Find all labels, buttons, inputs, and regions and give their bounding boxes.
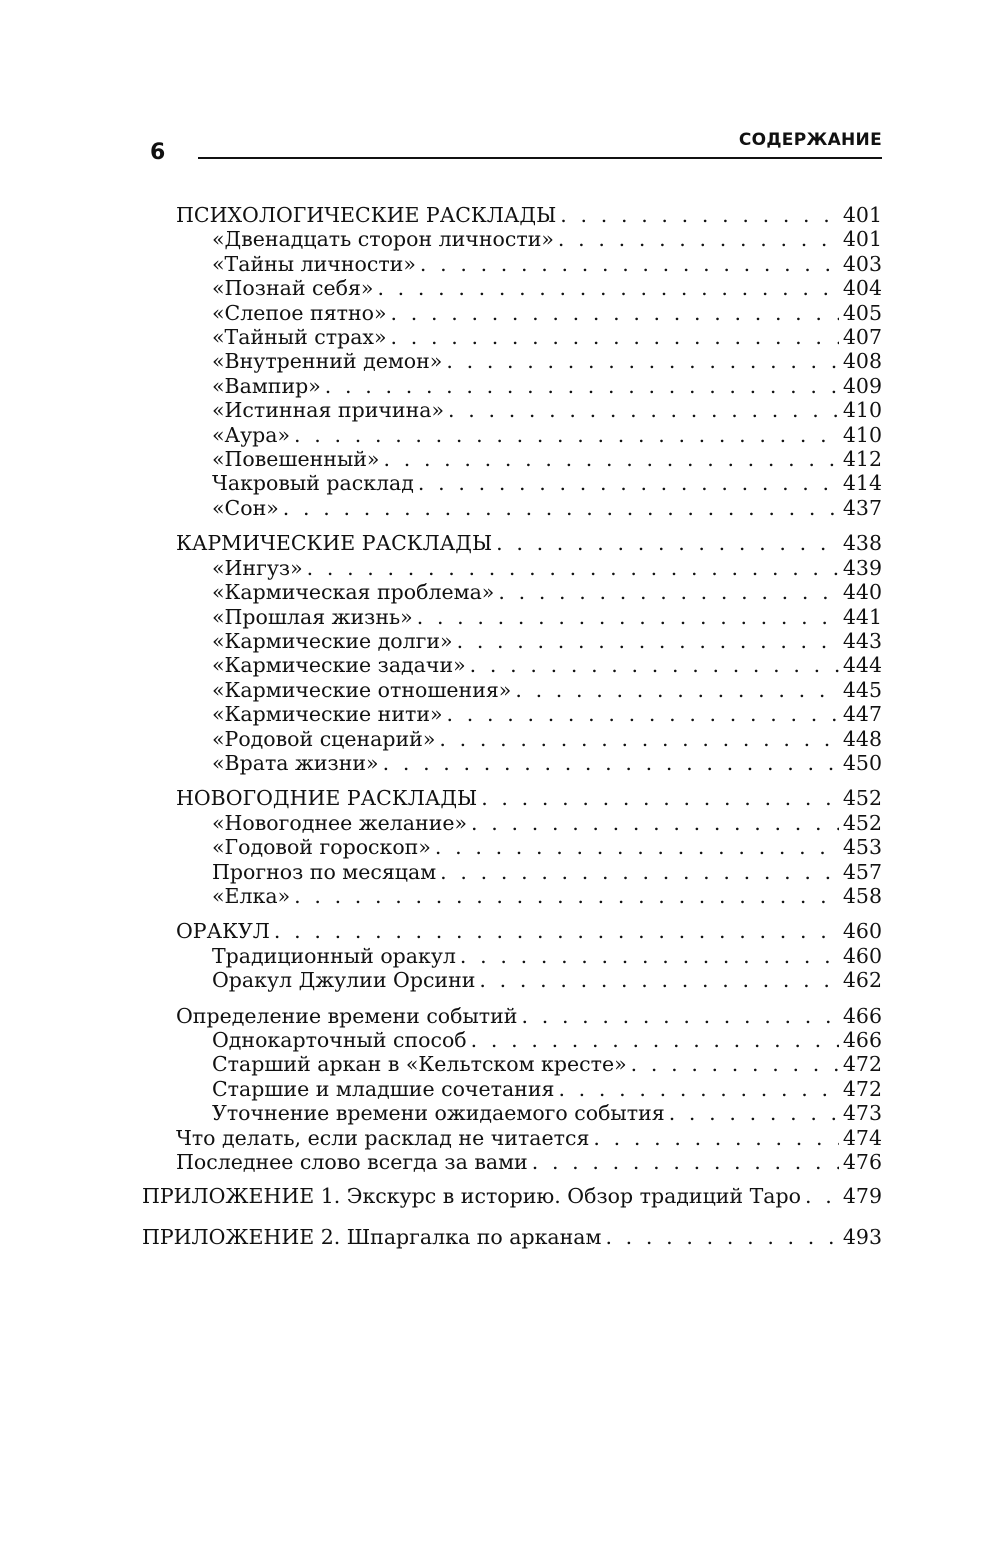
toc-section-title [176, 786, 882, 810]
dot-leader [274, 919, 839, 943]
dot-leader [631, 1052, 839, 1076]
dot-leader [446, 349, 839, 373]
toc-label: «Кармическая проблема» [212, 580, 495, 605]
toc-entry [212, 496, 882, 520]
toc-entry [212, 398, 882, 422]
dot-leader [435, 835, 839, 859]
toc-page: 410 [842, 422, 882, 447]
toc-page: 444 [842, 653, 882, 678]
toc-label: Последнее слово всегда за вами [176, 1150, 528, 1175]
toc-label: «Кармические задачи» [212, 653, 466, 678]
toc-label: «Слепое пятно» [212, 300, 387, 325]
dot-leader [532, 1150, 839, 1174]
dot-leader [447, 702, 839, 726]
toc-page: 472 [842, 1052, 882, 1077]
dot-leader [448, 398, 839, 422]
toc-label: ОРАКУЛ [176, 919, 270, 944]
toc-entry [212, 447, 882, 471]
toc-page: 473 [842, 1101, 882, 1126]
toc-page: 412 [842, 447, 882, 472]
dot-leader [669, 1101, 839, 1125]
page-header [0, 0, 1000, 200]
toc-label: ПРИЛОЖЕНИЕ 2. Шпаргалка по арканам [142, 1224, 602, 1249]
toc-entry [212, 968, 882, 992]
toc-entry [212, 653, 882, 677]
toc-appendix-1 [142, 1184, 882, 1208]
toc-entry [212, 580, 882, 604]
running-title: СОДЕРЖАНИЕ [738, 130, 882, 150]
header-rule [198, 157, 882, 159]
toc-page: 445 [842, 677, 882, 702]
toc-page: 401 [842, 227, 882, 252]
toc-section-title [176, 531, 882, 555]
dot-leader [605, 1225, 838, 1249]
toc-label: «Годовой гороскоп» [212, 835, 431, 860]
toc-page: 407 [842, 325, 882, 350]
toc-section-title [176, 203, 882, 227]
toc-label: «Аура» [212, 422, 291, 447]
toc-label: «Врата жизни» [212, 750, 379, 775]
dot-leader [383, 751, 839, 775]
toc-entry [212, 252, 882, 276]
dot-leader [593, 1126, 838, 1150]
toc-label: КАРМИЧЕСКИЕ РАСКЛАДЫ [176, 531, 493, 556]
toc-label: Старшие и младшие сочетания [212, 1076, 555, 1101]
toc-page: 493 [842, 1224, 882, 1249]
toc-page: 408 [842, 349, 882, 374]
dot-leader [294, 423, 839, 447]
toc-label: «Кармические отношения» [212, 677, 512, 702]
toc-label: «Тайный страх» [212, 325, 387, 350]
toc-page: 414 [842, 471, 882, 496]
toc-entry [212, 727, 882, 751]
dot-leader [521, 1004, 838, 1028]
dot-leader [471, 811, 839, 835]
toc-label: НОВОГОДНИЕ РАСКЛАДЫ [176, 786, 478, 811]
dot-leader [805, 1184, 839, 1208]
toc-label: «Познай себя» [212, 276, 374, 301]
toc-entry [212, 860, 882, 884]
toc-entry [212, 702, 882, 726]
dot-leader [481, 786, 839, 810]
toc-label: Что делать, если расклад не читается [176, 1125, 590, 1150]
toc-entry [212, 751, 882, 775]
toc-page: 450 [842, 750, 882, 775]
toc-page: 460 [842, 919, 882, 944]
table-of-contents [0, 203, 1000, 1265]
dot-leader [383, 447, 838, 471]
toc-section-title [176, 1004, 882, 1028]
toc-page: 441 [842, 604, 882, 629]
toc-label: Чакровый расклад [212, 471, 414, 496]
toc-page: 474 [842, 1125, 882, 1150]
toc-entry [212, 835, 882, 859]
toc-page: 410 [842, 398, 882, 423]
dot-leader [417, 605, 839, 629]
toc-label: «Кармические нити» [212, 702, 443, 727]
dot-leader [391, 325, 839, 349]
toc-label: «Внутренний демон» [212, 349, 443, 374]
toc-label: Традиционный оракул [212, 943, 456, 968]
toc-section-extra [0, 1126, 1000, 1175]
dot-leader [479, 968, 838, 992]
toc-section-psychological [0, 203, 1000, 520]
dot-leader [391, 301, 839, 325]
dot-leader [471, 1028, 839, 1052]
toc-page: 443 [842, 628, 882, 653]
toc-entry [212, 325, 882, 349]
toc-page: 460 [842, 943, 882, 968]
dot-leader [418, 471, 839, 495]
toc-entry [212, 1101, 882, 1125]
dot-leader [325, 374, 839, 398]
dot-leader [439, 727, 838, 751]
toc-entry [212, 811, 882, 835]
toc-label: ПРИЛОЖЕНИЕ 1. Экскурс в историю. Обзор традиций Таро [142, 1184, 801, 1209]
toc-entry [176, 1150, 882, 1174]
toc-label: «Новогоднее желание» [212, 810, 468, 835]
toc-entry [212, 227, 882, 251]
dot-leader [558, 227, 839, 251]
toc-label: Уточнение времени ожидаемого события [212, 1101, 665, 1126]
toc-entry [212, 423, 882, 447]
toc-entry [212, 944, 882, 968]
toc-section-timing [0, 1004, 1000, 1126]
toc-page: 452 [842, 786, 882, 811]
toc-page: 452 [842, 810, 882, 835]
toc-section-title [176, 919, 882, 943]
toc-label: «Сон» [212, 495, 279, 520]
toc-entry [212, 349, 882, 373]
toc-entry [212, 276, 882, 300]
toc-entry [212, 629, 882, 653]
toc-page: 462 [842, 968, 882, 993]
toc-entry [212, 605, 882, 629]
dot-leader [460, 944, 839, 968]
toc-page: 409 [842, 373, 882, 398]
toc-section-newyear [0, 786, 1000, 908]
toc-entry [212, 1028, 882, 1052]
dot-leader [307, 556, 839, 580]
toc-page: 457 [842, 859, 882, 884]
dot-leader [560, 203, 839, 227]
dot-leader [515, 678, 839, 702]
toc-label: «Тайны личности» [212, 251, 416, 276]
dot-leader [496, 531, 839, 555]
toc-page: 437 [842, 495, 882, 520]
toc-label: «Двенадцать сторон личности» [212, 227, 554, 252]
toc-page: 438 [842, 531, 882, 556]
toc-label: «Кармические долги» [212, 628, 453, 653]
toc-label: «Повешенный» [212, 447, 380, 472]
toc-appendix-2 [142, 1225, 882, 1249]
toc-entry [212, 678, 882, 702]
toc-section-karmic [0, 531, 1000, 775]
toc-label: Определение времени событий [176, 1003, 518, 1028]
toc-label: Однокарточный способ [212, 1028, 467, 1052]
dot-leader [440, 860, 839, 884]
toc-entry [212, 556, 882, 580]
toc-page: 476 [842, 1150, 882, 1175]
dot-leader [377, 276, 838, 300]
toc-label: ПСИХОЛОГИЧЕСКИЕ РАСКЛАДЫ [176, 203, 557, 227]
dot-leader [420, 252, 839, 276]
toc-entry [212, 884, 882, 908]
toc-label: Старший аркан в «Кельтском кресте» [212, 1052, 627, 1077]
toc-entry [176, 1126, 882, 1150]
dot-leader [457, 629, 839, 653]
toc-page: 466 [842, 1003, 882, 1028]
toc-page: 466 [842, 1028, 882, 1052]
toc-entry [212, 374, 882, 398]
toc-label: Прогноз по месяцам [212, 859, 437, 884]
toc-label: «Елка» [212, 883, 291, 908]
dot-leader [283, 496, 839, 520]
toc-page: 479 [842, 1184, 882, 1209]
toc-entry [212, 471, 882, 495]
toc-page: 401 [842, 203, 882, 227]
dot-leader [470, 653, 839, 677]
dot-leader [498, 580, 839, 604]
toc-page: 458 [842, 883, 882, 908]
toc-entry [212, 301, 882, 325]
dot-leader [558, 1077, 838, 1101]
toc-page: 440 [842, 580, 882, 605]
toc-label: «Вампир» [212, 373, 321, 398]
dot-leader [294, 884, 839, 908]
toc-label: «Истинная причина» [212, 398, 444, 423]
toc-page: 448 [842, 726, 882, 751]
toc-entry [212, 1052, 882, 1076]
toc-label: «Родовой сценарий» [212, 726, 436, 751]
toc-page: 405 [842, 300, 882, 325]
toc-page: 404 [842, 276, 882, 301]
toc-label: «Ингуз» [212, 555, 303, 580]
toc-entry [212, 1077, 882, 1101]
toc-page: 472 [842, 1076, 882, 1101]
page-number: 6 [150, 140, 166, 165]
toc-page: 439 [842, 555, 882, 580]
toc-page: 403 [842, 251, 882, 276]
toc-section-oracle [0, 919, 1000, 992]
toc-label: Оракул Джулии Орсини [212, 968, 476, 993]
toc-label: «Прошлая жизнь» [212, 604, 413, 629]
toc-page: 453 [842, 835, 882, 860]
toc-page: 447 [842, 702, 882, 727]
